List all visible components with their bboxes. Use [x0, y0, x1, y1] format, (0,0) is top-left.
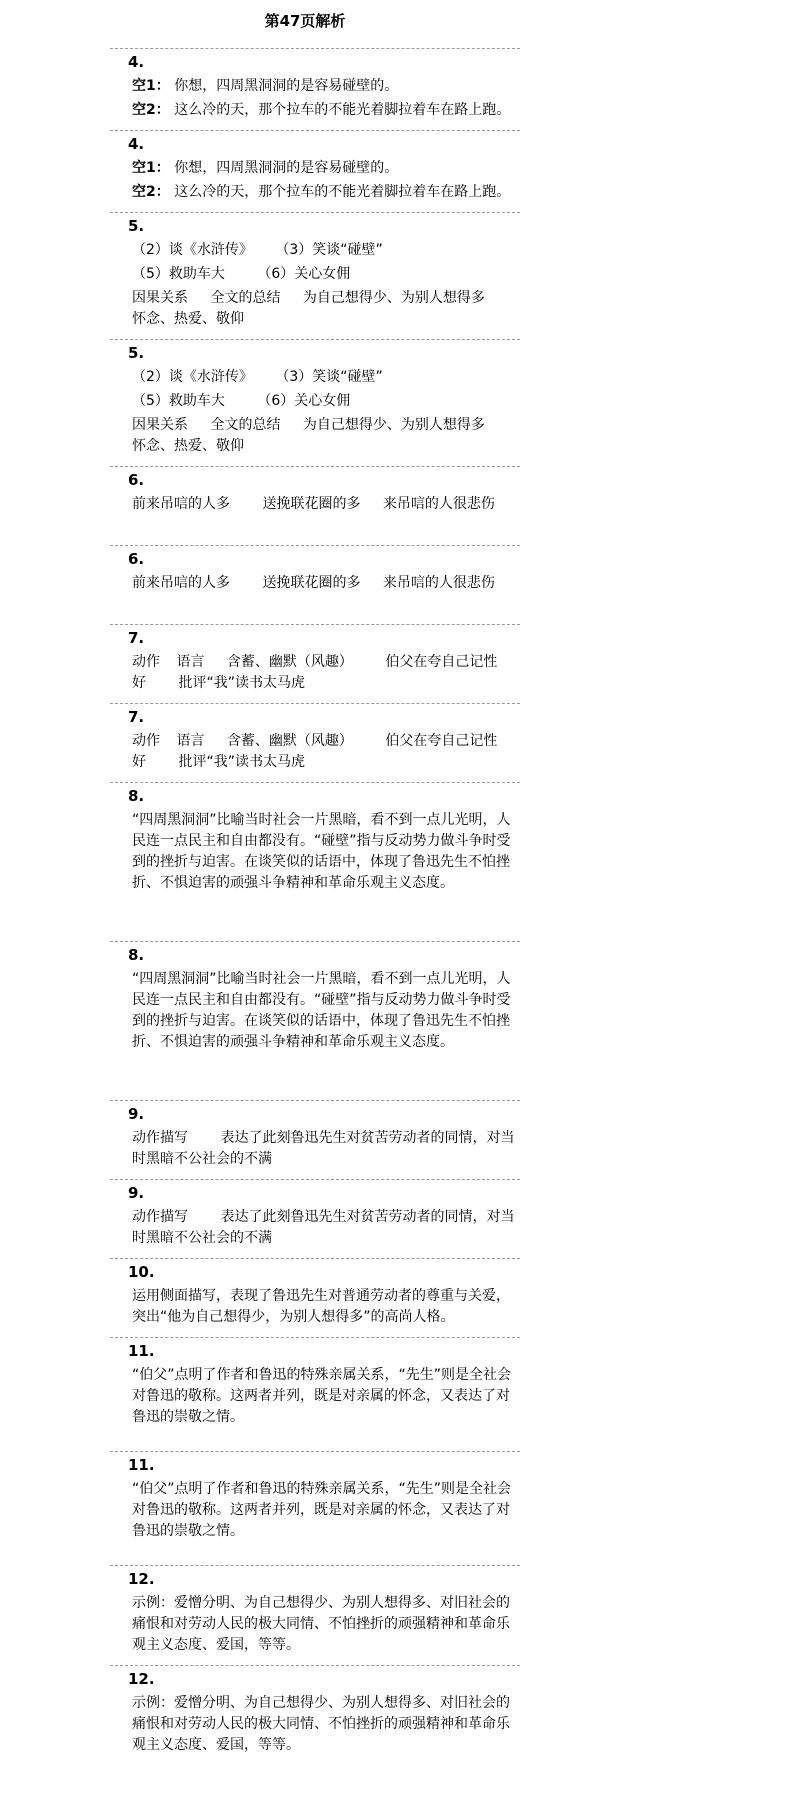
blank-1-answer: [132, 76, 520, 97]
question-number: 10.: [128, 1263, 155, 1281]
answer-item-12-duplicate: [110, 1665, 520, 1765]
answer-item-12: [110, 1565, 520, 1665]
answer-part-6: （6）关心女佣: [257, 393, 351, 409]
blank-2-answer: [132, 182, 520, 203]
blank-2-label: 空2：: [132, 102, 170, 118]
answer-item-10: [110, 1258, 520, 1337]
blank-1-label: 空1：: [132, 78, 170, 94]
answer-text: 示例：爱憎分明、为自己想得少、为别人想得多、对旧社会的痛恨和对劳动人民的极大同情、不怕挫折的顽强精神和革命乐观主义态度、爱国，等等。: [132, 1695, 510, 1753]
page-title: 第47页解析: [264, 12, 346, 30]
blank-2-text: 这么冷的天，那个拉车的不能光着脚拉着车在路上跑。: [174, 102, 511, 118]
answer-item-9: [110, 1100, 520, 1179]
blank-1-text: 你想，四周黑洞洞的是容易碰壁的。: [174, 78, 399, 94]
answer-item-4-duplicate: [110, 130, 520, 212]
answer-text: 动作 语言 含蓄、幽默（风趣） 伯父在夸自己记性好 批评“我”读书太马虎: [132, 654, 498, 691]
question-number: 9.: [128, 1184, 145, 1202]
answer-fill-line: 因果关系 全文的总结 为自己想得少、为别人想得多 怀念、热爱、敬仰: [132, 290, 485, 327]
answer-text: “四周黑洞洞”比喻当时社会一片黑暗，看不到一点儿光明，人民连一点民主和自由都没有。“碰壁”指与反动势力做斗争时受到的挫折与迫害。在谈笑似的话语中，体现了鲁迅先生不怕挫折、不惧迫害的顽强斗争精神和革命乐观主义态度。: [132, 812, 511, 891]
answer-item-4: [110, 48, 520, 130]
question-number: 5.: [128, 344, 145, 362]
answer-part-2: （2）谈《水浒传》: [132, 242, 253, 258]
answer-part-5: （5）救助车大: [132, 393, 225, 409]
answer-part-3: （3）笑谈“碰壁”: [275, 242, 383, 258]
blank-1-answer: [132, 158, 520, 179]
answer-part-3: （3）笑谈“碰壁”: [275, 369, 383, 385]
answer-part-5: （5）救助车大: [132, 266, 225, 282]
answer-text: 前来吊唁的人多 送挽联花圈的多 来吊唁的人很悲伤: [132, 496, 495, 512]
answer-item-11-duplicate: [110, 1451, 520, 1565]
answer-item-8-duplicate: [110, 941, 520, 1100]
answer-part-2: （2）谈《水浒传》: [132, 369, 253, 385]
question-number: 6.: [128, 471, 145, 489]
answer-item-7-duplicate: [110, 703, 520, 782]
question-number: 8.: [128, 946, 145, 964]
answer-item-6-duplicate: [110, 545, 520, 624]
question-number: 9.: [128, 1105, 145, 1123]
answer-item-5: [110, 212, 520, 339]
answer-item-7: [110, 624, 520, 703]
question-number: 8.: [128, 787, 145, 805]
question-number: 11.: [128, 1342, 155, 1360]
blank-2-text: 这么冷的天，那个拉车的不能光着脚拉着车在路上跑。: [174, 184, 511, 200]
question-number: 5.: [128, 217, 145, 235]
question-number: 7.: [128, 708, 145, 726]
answer-text: 示例：爱憎分明、为自己想得少、为别人想得多、对旧社会的痛恨和对劳动人民的极大同情、不怕挫折的顽强精神和革命乐观主义态度、爱国，等等。: [132, 1595, 510, 1653]
answer-fill-line: 因果关系 全文的总结 为自己想得少、为别人想得多 怀念、热爱、敬仰: [132, 417, 485, 454]
question-number: 4.: [128, 135, 145, 153]
answer-text: 动作描写 表达了此刻鲁迅先生对贫苦劳动者的同情，对当时黑暗不公社会的不满: [132, 1130, 515, 1167]
answer-text: “伯父”点明了作者和鲁迅的特殊亲属关系，“先生”则是全社会对鲁迅的敬称。这两者并列，既是对亲属的怀念，又表达了对鲁迅的崇敬之情。: [132, 1481, 512, 1539]
answer-text: 动作 语言 含蓄、幽默（风趣） 伯父在夸自己记性好 批评“我”读书太马虎: [132, 733, 498, 770]
blank-2-answer: [132, 100, 520, 121]
question-number: 6.: [128, 550, 145, 568]
answer-text: 运用侧面描写，表现了鲁迅先生对普通劳动者的尊重与关爱，突出“他为自己想得少，为别人想得多”的高尚人格。: [132, 1288, 510, 1325]
question-number: 11.: [128, 1456, 155, 1474]
answer-item-5-duplicate: [110, 339, 520, 466]
question-number: 12.: [128, 1670, 155, 1688]
blank-2-label: 空2：: [132, 184, 170, 200]
answer-part-6: （6）关心女佣: [257, 266, 351, 282]
answer-item-6: [110, 466, 520, 545]
answer-item-11: [110, 1337, 520, 1451]
answer-text: 动作描写 表达了此刻鲁迅先生对贫苦劳动者的同情，对当时黑暗不公社会的不满: [132, 1209, 515, 1246]
question-number: 7.: [128, 629, 145, 647]
answer-item-8: [110, 782, 520, 941]
question-number: 4.: [128, 53, 145, 71]
answer-list: [110, 48, 520, 1765]
answer-text: “四周黑洞洞”比喻当时社会一片黑暗，看不到一点儿光明，人民连一点民主和自由都没有。“碰壁”指与反动势力做斗争时受到的挫折与迫害。在谈笑似的话语中，体现了鲁迅先生不怕挫折、不惧迫害的顽强斗争精神和革命乐观主义态度。: [132, 971, 511, 1050]
blank-1-label: 空1：: [132, 160, 170, 176]
question-number: 12.: [128, 1570, 155, 1588]
answer-text: 前来吊唁的人多 送挽联花圈的多 来吊唁的人很悲伤: [132, 575, 495, 591]
answer-text: “伯父”点明了作者和鲁迅的特殊亲属关系，“先生”则是全社会对鲁迅的敬称。这两者并列，既是对亲属的怀念，又表达了对鲁迅的崇敬之情。: [132, 1367, 512, 1425]
blank-1-text: 你想，四周黑洞洞的是容易碰壁的。: [174, 160, 399, 176]
answer-item-9-duplicate: [110, 1179, 520, 1258]
